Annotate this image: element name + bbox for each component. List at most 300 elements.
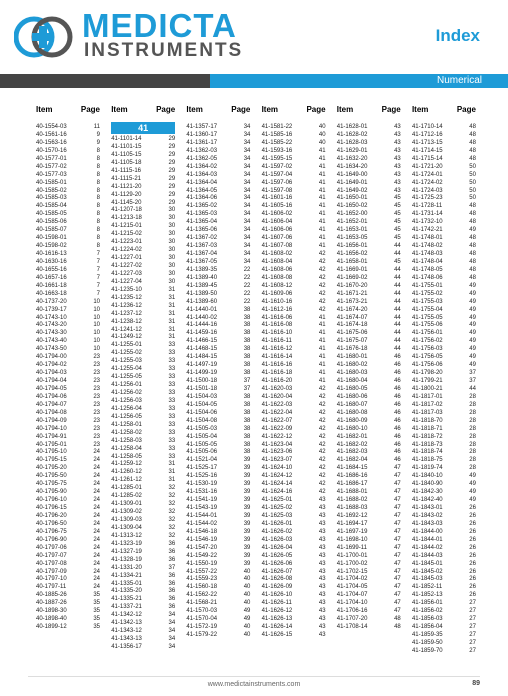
item-number: 41-1626-13 [261,616,293,623]
index-row [262,291,326,299]
item-number: 41-1608-08 [261,274,293,281]
item-number: 41-1544-01 [186,512,218,519]
index-row [111,469,175,477]
index-row [262,537,326,545]
item-number: 41-1258-01 [111,421,142,428]
item-number: 41-1624-10 [261,465,293,472]
item-number: 41-1682-01 [336,433,368,440]
index-row [412,584,476,592]
item-number: 40-1797-10 [36,576,67,583]
item-number: 41-1702-15 [336,568,368,575]
item-number: 41-1704-07 [336,592,368,599]
item-number: 41-1560-18 [186,584,218,591]
page-ref: 41 [318,330,326,337]
page-ref: 35 [93,600,100,607]
item-number: 41-1500-18 [186,378,218,384]
page-ref: 26 [469,505,476,511]
index-row [337,584,401,592]
index-row [412,442,476,450]
page-ref: 34 [243,163,251,170]
index-row [36,354,100,362]
page-ref: 39 [243,512,251,519]
item-number: 41-1115-21 [111,175,141,182]
page-ref: 10 [93,322,100,329]
item-number: 41-1852-11 [411,584,443,591]
index-row [36,148,100,156]
page-ref: 27 [469,624,476,631]
item-number: 41-1543-19 [186,505,218,511]
item-number: 41-1505-04 [186,433,218,440]
item-number: 41-1593-16 [261,147,293,154]
index-row [36,299,100,307]
index-row [262,457,326,465]
item-number: 41-1748-05 [411,266,443,273]
item-number: 40-1797-06 [36,544,67,551]
page-ref: 24 [93,544,100,551]
page-ref: 41 [318,227,326,234]
item-number: 41-1680-10 [336,425,368,432]
page-ref: 35 [93,592,100,599]
page-header: Page [381,105,401,114]
item-number: 41-1748-04 [411,258,443,265]
index-row [337,195,401,203]
page-ref: 50 [469,179,476,186]
page-ref: 38 [243,346,251,353]
index-row [186,148,250,156]
index-row [337,592,401,600]
item-number: 41-1658-01 [336,258,368,265]
item-number: 41-1707-20 [336,616,368,623]
page-ref: 49 [469,227,476,234]
item-number: 41-1597-04 [261,171,293,178]
item-number: 41-1606-02 [261,211,293,218]
item-number: 41-1323-19 [111,540,142,547]
page-ref: 34 [168,636,176,643]
page-ref: 42 [318,282,326,289]
index-row [186,434,250,442]
item-number: 41-1755-05 [411,314,443,321]
page-ref: 30 [168,278,176,285]
index-row [262,584,326,592]
page-ref: 42 [318,449,326,456]
index-row [186,481,250,489]
index-row [186,322,250,330]
page-ref: 47 [394,520,401,527]
item-number: 40-1795-01 [36,441,67,448]
index-row [111,319,175,327]
index-row [186,442,250,450]
page-ref: 36 [168,540,176,547]
page-ref: 34 [243,147,251,154]
item-number: 41-1628-03 [336,139,368,146]
index-row [337,203,401,211]
page-ref: 33 [168,358,176,365]
item-number: 41-1525-16 [186,473,218,480]
item-number: 41-1856-03 [411,616,443,623]
index-row [412,569,476,577]
item-number: 41-1626-09 [261,584,293,591]
index-row [36,473,100,481]
index-row [337,561,401,569]
index-row [111,446,175,454]
page-ref: 39 [243,473,251,480]
item-number: 41-1845-03 [411,576,443,583]
page-header: Page [456,105,476,114]
item-number: 40-1616-13 [36,251,67,257]
column-header [186,104,250,116]
index-row [337,442,401,450]
item-number: 41-1628-02 [336,131,368,138]
index-row [262,275,326,283]
index-row [36,616,100,624]
page-ref: 49 [469,338,476,345]
index-row [111,287,175,295]
item-number: 41-1255-02 [111,350,142,357]
index-row [36,569,100,577]
item-number: 41-1444-16 [186,322,218,329]
item-number: 41-1440-01 [186,306,218,313]
index-row [36,576,100,584]
item-number: 41-1859-70 [411,647,443,654]
index-row [186,338,250,346]
item-number: 41-1625-01 [261,497,293,504]
index-row [36,172,100,180]
index-row [111,271,175,279]
index-row [262,465,326,473]
index-row [412,561,476,569]
page-ref: 49 [469,362,476,369]
page-ref: 47 [394,489,401,496]
item-number: 41-1680-02 [336,362,368,369]
item-number: 41-1337-21 [111,604,142,611]
page-ref: 33 [168,366,176,373]
page-ref: 7 [96,266,100,273]
page-ref: 45 [394,203,401,210]
page-ref: 47 [394,568,401,575]
page-ref: 36 [168,604,176,611]
index-row [412,180,476,188]
medicta-logo-icon [14,14,74,60]
page-ref: 28 [469,401,476,408]
page-ref: 32 [168,509,176,516]
page-ref: 48 [394,616,401,623]
index-row [186,553,250,561]
item-number: 41-1207-18 [111,207,142,214]
item-number: 41-1335-21 [111,596,142,603]
page-ref: 46 [394,354,401,361]
page-ref: 28 [469,465,476,472]
page-ref: 41 [318,187,326,194]
index-row [262,521,326,529]
page-ref: 42 [318,441,326,448]
index-row [337,513,401,521]
item-number: 40-1585-02 [36,187,67,194]
index-row [186,330,250,338]
item-number: 41-1484-15 [186,354,218,361]
page-ref: 43 [394,147,401,154]
page-ref: 42 [318,401,326,408]
page-ref: 33 [168,453,176,460]
index-row [36,211,100,219]
item-number: 40-1794-04 [36,378,67,384]
page-ref: 29 [168,159,176,166]
item-number: 41-1367-02 [186,235,218,242]
page-ref: 34 [243,235,251,242]
item-number: 41-1649-00 [336,171,368,178]
page-ref: 46 [394,401,401,408]
index-row [111,517,175,525]
item-number: 41-1622-07 [261,417,293,424]
index-row [412,235,476,243]
item-number: 41-1626-10 [261,592,293,599]
page-ref: 41 [318,322,326,329]
page-ref: 8 [96,219,100,226]
page-ref: 43 [318,536,326,543]
item-number: 40-1743-10 [36,314,67,321]
page-ref: 48 [469,131,476,138]
index-row [337,370,401,378]
page-ref: 28 [469,417,476,424]
page-ref: 46 [394,362,401,369]
index-row [36,164,100,172]
page-ref: 44 [394,282,401,289]
page-ref: 24 [93,473,100,480]
item-number: 41-1818-72 [411,433,443,440]
item-number: 41-1686-17 [336,481,368,488]
page-ref: 47 [394,576,401,583]
index-row [262,632,326,640]
page-ref: 24 [93,584,100,591]
page-ref: 49 [469,282,476,289]
page-ref: 48 [469,274,476,281]
index-row [36,267,100,275]
column-header [412,104,476,116]
index-row [36,442,100,450]
item-number: 40-1795-15 [36,457,67,464]
item-number: 41-1213-18 [111,215,142,222]
index-row [111,501,175,509]
page-ref: 42 [318,290,326,297]
item-number: 41-1688-01 [336,489,368,496]
index-row [412,291,476,299]
page-ref: 23 [93,362,100,369]
index-row [186,616,250,624]
item-number: 41-1616-18 [261,370,293,377]
page-ref: 9 [96,131,100,138]
page-ref: 42 [318,393,326,400]
item-number: 41-1724-01 [411,171,443,178]
item-number: 41-1671-21 [336,290,368,297]
page-ref: 39 [243,560,251,567]
page-ref: 48 [469,235,476,242]
page-ref: 48 [469,251,476,257]
item-number: 41-1800-21 [411,385,443,392]
page-ref: 43 [318,497,326,504]
page-ref: 34 [243,124,251,130]
index-row [186,457,250,465]
page-ref: 43 [318,624,326,631]
index-row [111,160,175,168]
index-row [111,533,175,541]
index-row [337,600,401,608]
item-number: 41-1361-17 [186,139,218,146]
index-row [412,537,476,545]
page-ref: 28 [469,457,476,464]
item-number: 41-1674-20 [336,306,368,313]
page-ref: 30 [168,270,176,277]
index-row [186,267,250,275]
page-ref: 8 [96,163,100,170]
index-row [111,358,175,366]
page-ref: 49 [469,314,476,321]
index-row [262,561,326,569]
page-ref: 48 [469,258,476,265]
page-ref: 49 [469,473,476,480]
page-ref: 23 [93,433,100,440]
index-row [36,505,100,513]
page-ref: 48 [469,266,476,273]
page-ref: 32 [168,493,176,500]
item-number: 41-1656-02 [336,251,368,257]
item-number: 41-1237-12 [111,310,142,317]
item-number: 41-1798-20 [411,370,443,377]
index-row [412,553,476,561]
item-number: 41-1756-03 [411,346,443,353]
item-number: 41-1859-50 [411,639,443,646]
index-row [111,430,175,438]
index-row [412,283,476,291]
item-number: 41-1365-02 [186,203,218,210]
index-row [111,541,175,549]
index-row [412,648,476,656]
index-row [262,608,326,616]
page-ref: 46 [394,378,401,384]
index-row [36,529,100,537]
item-number: 40-1598-02 [36,243,67,250]
index-row [186,608,250,616]
index-row [412,457,476,465]
index-row [262,553,326,561]
page-ref: 45 [394,219,401,226]
item-number: 41-1260-12 [111,469,142,476]
item-number: 41-1259-12 [111,461,142,468]
page-ref: 30 [168,263,176,269]
page-ref: 31 [168,318,176,325]
index-row [337,140,401,148]
index-row [36,386,100,394]
item-number: 41-1843-01 [411,505,443,511]
page-ref: 8 [96,187,100,194]
page-ref: 23 [93,393,100,400]
index-row [36,283,100,291]
index-row [111,565,175,573]
index-row [262,600,326,608]
page-ref: 24 [93,512,100,519]
index-row [262,489,326,497]
item-number: 41-1616-20 [261,378,293,384]
page-ref: 33 [168,437,176,444]
page-ref: 43 [318,520,326,527]
page-ref: 34 [243,211,251,218]
page-ref: 43 [394,179,401,186]
page-ref: 34 [243,195,251,202]
page-ref: 38 [243,322,251,329]
index-row [412,434,476,442]
index-row [36,338,100,346]
index-row [111,327,175,335]
column-header [111,104,175,116]
index-row [337,434,401,442]
page-ref: 46 [394,409,401,416]
item-number: 41-1756-01 [411,330,443,337]
index-row [337,426,401,434]
page-ref: 40 [243,584,251,591]
index-row [36,251,100,259]
page-ref: 24 [93,520,100,527]
page-ref: 38 [243,362,251,369]
page-ref: 42 [318,417,326,424]
page-ref: 24 [93,576,100,583]
page-ref: 49 [469,489,476,496]
page-ref: 23 [93,409,100,416]
page-ref: 34 [243,179,251,186]
item-number: 41-1105-18 [111,159,142,166]
index-row [262,370,326,378]
item-number: 41-1605-16 [261,203,293,210]
index-row [262,322,326,330]
page-ref: 34 [243,258,251,265]
item-number: 41-1255-05 [111,374,142,381]
index-row [412,322,476,330]
index-row [186,346,250,354]
index-row [111,382,175,390]
page-ref: 34 [243,131,251,138]
page-header: Page [156,105,176,114]
index-row [111,223,175,231]
item-number: 41-1724-03 [411,187,443,194]
index-row [337,449,401,457]
item-number: 41-1235-10 [111,286,142,293]
item-number: 41-1817-02 [411,401,443,408]
item-number: 40-1585-07 [36,227,67,234]
page-ref: 22 [243,266,251,273]
page-ref: 36 [168,548,176,555]
item-number: 41-1335-01 [111,580,142,587]
index-row [262,259,326,267]
item-header: Item [336,105,354,114]
item-number: 41-1608-06 [261,266,293,273]
page-ref: 31 [168,461,176,468]
item-number: 41-1570-03 [186,608,218,615]
page-ref: 34 [243,139,251,146]
index-row [412,497,476,505]
item-number: 40-1794-00 [36,354,67,361]
item-number: 41-1597-08 [261,187,293,194]
index-row [412,219,476,227]
page-ref: 11 [93,124,100,130]
index-row [111,144,175,152]
page-ref: 36 [168,588,176,595]
page-ref: 33 [168,382,176,389]
item-number: 41-1748-01 [411,235,443,242]
item-number: 41-1623-07 [261,457,293,464]
page-ref: 26 [469,520,476,527]
item-number: 40-1563-16 [36,139,67,146]
page-ref: 9 [96,139,100,146]
page-ref: 23 [93,425,100,432]
index-row [262,386,326,394]
page-ref: 8 [96,203,100,210]
